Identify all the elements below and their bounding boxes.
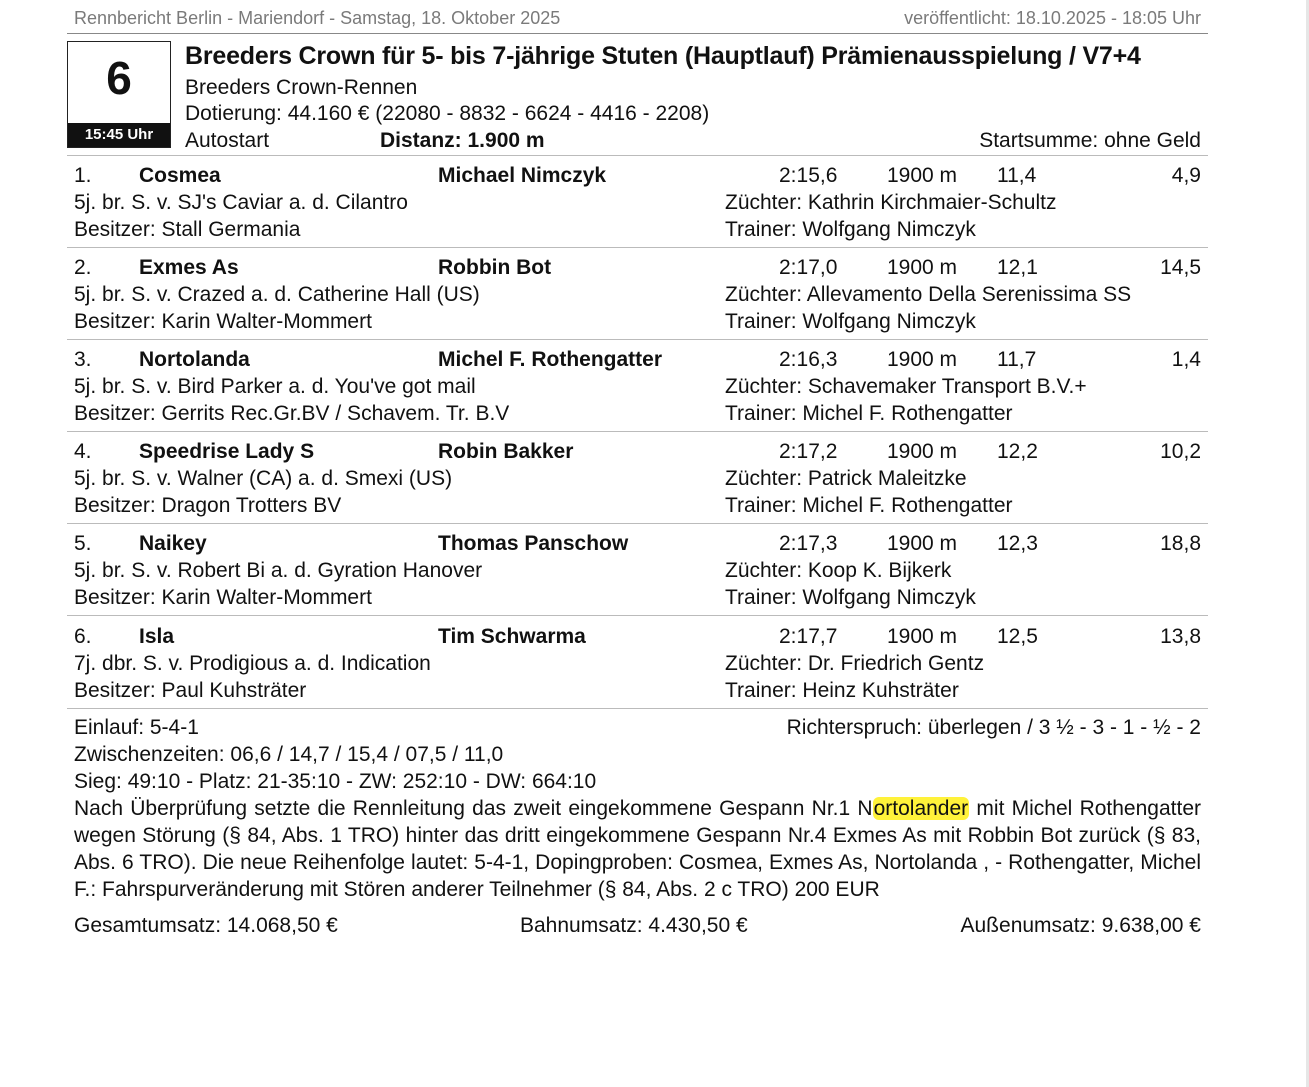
race-number: 6 bbox=[106, 52, 132, 104]
divider bbox=[67, 431, 1208, 432]
note-text: Nach Überprüfung setzte die Rennleitung das zweit eingekommene Gespann Nr.1 N bbox=[74, 797, 873, 820]
distance-value: 1900 m bbox=[887, 625, 958, 648]
result-row bbox=[0, 157, 1309, 249]
km-time-value: 12,5 bbox=[997, 625, 1038, 648]
result-row bbox=[0, 433, 1309, 525]
gesamtumsatz: Gesamtumsatz: 14.068,50 € bbox=[74, 914, 338, 937]
placing: 3. bbox=[74, 348, 92, 371]
quote-value: 18,8 bbox=[1160, 532, 1201, 555]
highlighted-text: ortolander bbox=[873, 797, 969, 820]
race-startsumme: Startsumme: ohne Geld bbox=[979, 129, 1201, 152]
divider bbox=[67, 339, 1208, 340]
published-timestamp: veröffentlicht: 18.10.2025 - 18:05 Uhr bbox=[904, 8, 1201, 28]
race-distance: Distanz: 1.900 m bbox=[380, 129, 545, 152]
distance-value: 1900 m bbox=[887, 348, 958, 371]
placing: 5. bbox=[74, 532, 92, 555]
race-title: Breeders Crown für 5- bis 7-jährige Stuten (Hauptlauf) Prämienausspielung / V7+4 bbox=[185, 42, 1141, 70]
race-time-value: 2:17,2 bbox=[779, 440, 838, 463]
owner: Besitzer: Dragon Trotters BV bbox=[74, 494, 342, 517]
km-time-value: 11,4 bbox=[997, 164, 1037, 187]
km-time-value: 12,3 bbox=[997, 532, 1038, 555]
zwischenzeiten: Zwischenzeiten: 06,6 / 14,7 / 15,4 / 07,5 / 11,0 bbox=[74, 743, 504, 766]
race-subtitle: Breeders Crown-Rennen bbox=[185, 76, 418, 99]
quote-value: 4,9 bbox=[1171, 164, 1201, 187]
race-dotierung: Dotierung: 44.160 € (22080 - 8832 - 6624 - 4416 - 2208) bbox=[185, 102, 710, 125]
trainer: Trainer: Wolfgang Nimczyk bbox=[725, 586, 976, 609]
quote-value: 13,8 bbox=[1160, 625, 1201, 648]
divider bbox=[67, 247, 1208, 248]
driver-name: Thomas Panschow bbox=[438, 532, 629, 555]
owner: Besitzer: Karin Walter-Mommert bbox=[74, 310, 372, 333]
report-header bbox=[74, 8, 1201, 32]
km-time-value: 12,2 bbox=[997, 440, 1038, 463]
placing: 6. bbox=[74, 625, 92, 648]
race-time-value: 2:17,7 bbox=[779, 625, 838, 648]
placing: 4. bbox=[74, 440, 92, 463]
placing: 1. bbox=[74, 164, 92, 187]
breeder: Züchter: Koop K. Bijkerk bbox=[725, 559, 952, 582]
divider bbox=[67, 708, 1208, 709]
driver-name: Robbin Bot bbox=[438, 256, 552, 279]
stewards-note bbox=[74, 795, 1201, 903]
distance-value: 1900 m bbox=[887, 440, 958, 463]
quoten: Sieg: 49:10 - Platz: 21-35:10 - ZW: 252:10 - DW: 664:10 bbox=[74, 770, 597, 793]
trainer: Trainer: Wolfgang Nimczyk bbox=[725, 310, 976, 333]
quote-value: 14,5 bbox=[1160, 256, 1201, 279]
horse-name: Cosmea bbox=[139, 164, 221, 187]
breeder: Züchter: Patrick Maleitzke bbox=[725, 467, 967, 490]
breeder: Züchter: Schavemaker Transport B.V.+ bbox=[725, 375, 1087, 398]
breeder: Züchter: Dr. Friedrich Gentz bbox=[725, 652, 985, 675]
owner: Besitzer: Gerrits Rec.Gr.BV / Schavem. Tr. B.V bbox=[74, 402, 510, 425]
header-divider bbox=[67, 33, 1208, 34]
quote-value: 1,4 bbox=[1171, 348, 1201, 371]
result-row bbox=[0, 618, 1309, 710]
report-title: Rennbericht Berlin - Mariendorf - Samstag, 18. Oktober 2025 bbox=[74, 8, 561, 28]
pedigree: 5j. br. S. v. Walner (CA) a. d. Smexi (US) bbox=[74, 467, 453, 490]
pedigree: 7j. dbr. S. v. Prodigious a. d. Indication bbox=[74, 652, 431, 675]
pedigree: 5j. br. S. v. Bird Parker a. d. You've got mail bbox=[74, 375, 476, 398]
race-start-time: 15:45 Uhr bbox=[68, 123, 170, 147]
race-time-value: 2:17,3 bbox=[779, 532, 838, 555]
driver-name: Tim Schwarma bbox=[438, 625, 586, 648]
trainer: Trainer: Michel F. Rothengatter bbox=[725, 494, 1013, 517]
richterspruch: Richterspruch: überlegen / 3 ½ - 3 - 1 - ½ - 2 bbox=[786, 716, 1201, 739]
horse-name: Nortolanda bbox=[139, 348, 250, 371]
divider bbox=[67, 523, 1208, 524]
distance-value: 1900 m bbox=[887, 532, 958, 555]
km-time-value: 11,7 bbox=[997, 348, 1037, 371]
note-text: mit Michel Rothengatter wegen Störung (§ 84, Abs. 1 TRO) hinter das dritt eingekommene Gespann Nr.4 Exmes As mit Robbin Bot zurück (§ 83, Abs. 6 TRO). Die neue Reihenfolge lautet: 5-4-1, Dopingproben: Cosmea, Exmes As, Nortolanda , - Rothengatter, Michel F.: Fahrspurveränderung mit Stören anderer Teilnehmer (§ 84, Abs. 2 c TRO) 200 EUR bbox=[74, 797, 1201, 901]
distance-value: 1900 m bbox=[887, 164, 958, 187]
pedigree: 5j. br. S. v. Crazed a. d. Catherine Hall (US) bbox=[74, 283, 480, 306]
km-time-value: 12,1 bbox=[997, 256, 1038, 279]
result-row bbox=[0, 341, 1309, 433]
aussenumsatz: Außenumsatz: 9.638,00 € bbox=[960, 914, 1201, 937]
result-row bbox=[0, 525, 1309, 617]
divider bbox=[67, 615, 1208, 616]
pedigree: 5j. br. S. v. SJ's Caviar a. d. Cilantro bbox=[74, 191, 408, 214]
race-time-value: 2:17,0 bbox=[779, 256, 838, 279]
horse-name: Speedrise Lady S bbox=[139, 440, 315, 463]
einlauf-row bbox=[74, 714, 1201, 741]
breeder: Züchter: Kathrin Kirchmaier-Schultz bbox=[725, 191, 1057, 214]
horse-name: Isla bbox=[139, 625, 175, 648]
owner: Besitzer: Stall Germania bbox=[74, 218, 301, 241]
race-start-type: Autostart bbox=[185, 129, 270, 152]
trainer: Trainer: Heinz Kuhsträter bbox=[725, 679, 959, 702]
divider bbox=[67, 155, 1208, 156]
race-number-box bbox=[67, 41, 171, 148]
pedigree: 5j. br. S. v. Robert Bi a. d. Gyration Hanover bbox=[74, 559, 483, 582]
breeder: Züchter: Allevamento Della Serenissima SS bbox=[725, 283, 1132, 306]
driver-name: Michael Nimczyk bbox=[438, 164, 607, 187]
quote-value: 10,2 bbox=[1160, 440, 1201, 463]
driver-name: Robin Bakker bbox=[438, 440, 574, 463]
bahnumsatz: Bahnumsatz: 4.430,50 € bbox=[520, 914, 748, 937]
driver-name: Michel F. Rothengatter bbox=[438, 348, 663, 371]
result-row bbox=[0, 249, 1309, 341]
distance-value: 1900 m bbox=[887, 256, 958, 279]
race-time-value: 2:15,6 bbox=[779, 164, 838, 187]
horse-name: Exmes As bbox=[139, 256, 239, 279]
owner: Besitzer: Karin Walter-Mommert bbox=[74, 586, 372, 609]
einlauf: Einlauf: 5-4-1 bbox=[74, 716, 199, 739]
trainer: Trainer: Wolfgang Nimczyk bbox=[725, 218, 976, 241]
race-time-value: 2:16,3 bbox=[779, 348, 838, 371]
owner: Besitzer: Paul Kuhsträter bbox=[74, 679, 307, 702]
horse-name: Naikey bbox=[139, 532, 207, 555]
placing: 2. bbox=[74, 256, 92, 279]
totals-row bbox=[74, 912, 1201, 939]
trainer: Trainer: Michel F. Rothengatter bbox=[725, 402, 1013, 425]
